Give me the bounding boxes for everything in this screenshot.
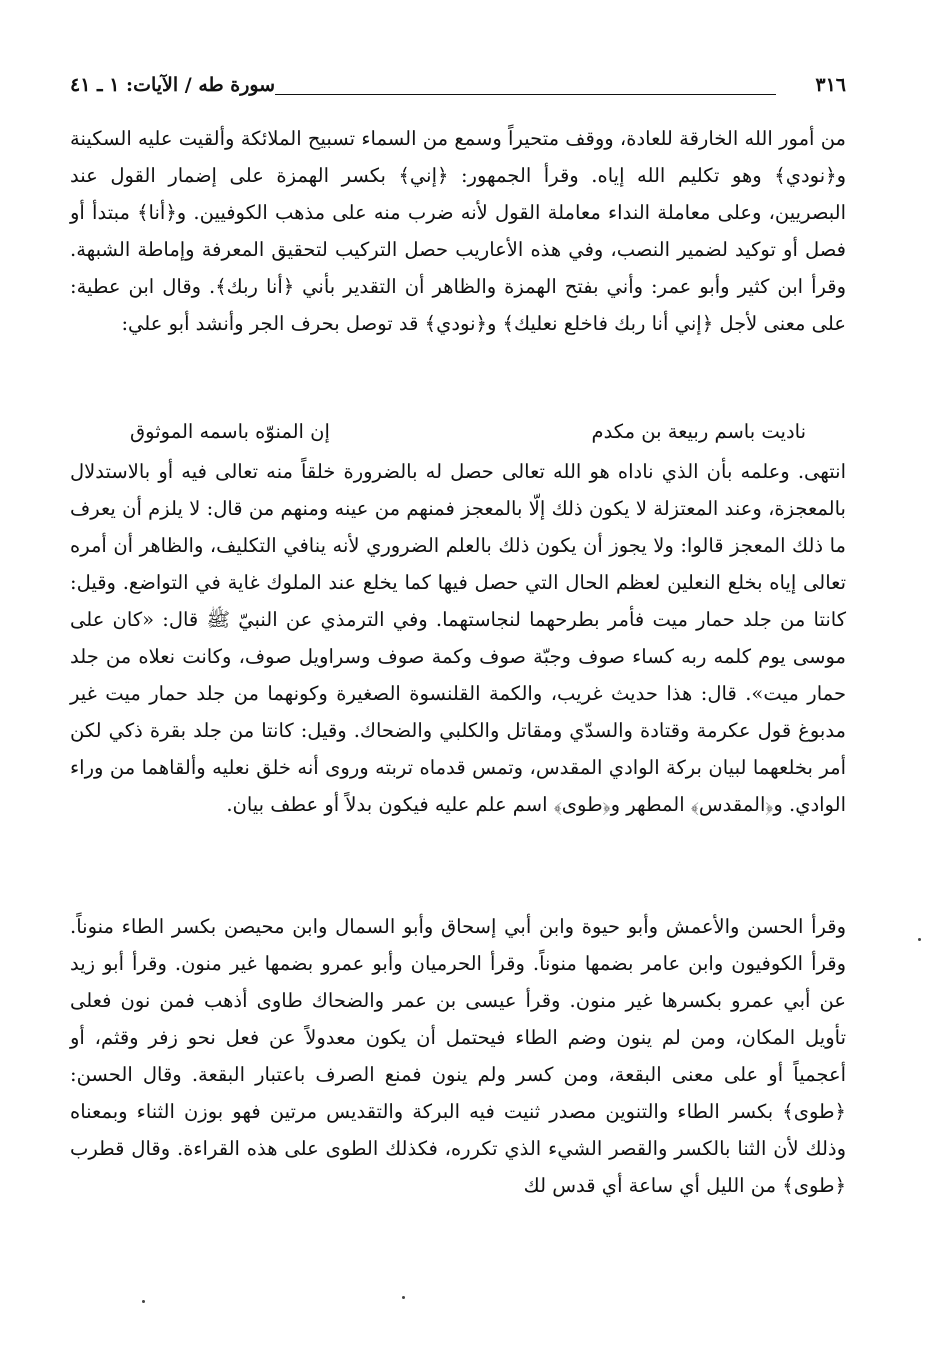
scan-speck [402, 1296, 405, 1299]
header-rule [275, 94, 776, 95]
paragraph-2-text: انتهى. وعلمه بأن الذي ناداه هو الله تعالى حصل له بالضرورة خلقاً منه تعالى فيه أو بالاستدلال بالمعجزة، وعند المعتزلة لا يكون ذلك إلّا بالمعجز فمنهم من عينه ومنهم من قال: لا يلزم أن يعرف ما ذلك المعجز قالوا: ولا يجوز أن يكون ذلك بالعلم الضروري لأنه ينافي التكليف، والظاهر أن أمره تعالى إياه بخلع النعلين لعظم الحال التي حصل فيها كما يخلع عند الملوك غاية في التواضع. وقيل: كانتا من جلد حمار ميت فأمر بطرحهما لنجاستهما. وفي الترمذي عن النبيّ ﷺ قال: «كان على موسى يوم كلمه ربه كساء صوف وجبّة صوف وكمة صوف وسراويل صوف، وكانت نعلاه من جلد حمار ميت». قال: هذا حديث غريب، والكمة القلنسوة الصغيرة وكونهما من جلد حمار ميت غير مدبوغ قول عكرمة وقتادة والسدّي ومقاتل والكلبي والضحاك. وقيل: كانتا من جلد بقرة ذكي لكن أمر بخلعهما لبيان بركة الوادي المقدس، وتمس قدماه تربته وروى أنه خلق نعليه وألقاهما من وراء الوادي. و﴿المقدس﴾ المطهر و﴿طوى﴾ اسم علم عليه فيكون بدلاً أو عطف بيان. [70, 460, 846, 816]
sura-title: سورة طه / الآيات: ١ ـ ٤١ [70, 74, 276, 96]
paragraph-1-text: من أمور الله الخارقة للعادة، ووقف متحيراً وسمع من السماء تسبيح الملائكة وألقيت عليه السكينة و﴿نودي﴾ وهو تكليم الله إياه. وقرأ الجمهور: ﴿إني﴾ بكسر الهمزة على إضمار القول عند البصريين، وعلى معاملة النداء معاملة القول لأنه ضرب منه على مذهب الكوفيين. و﴿أنا﴾ مبتدأ أو فصل أو توكيد لضمير النصب، وفي هذه الأعاريب حصل التركيب لتحقيق المعرفة وإماطة الشبهة. وقرأ ابن كثير وأبو عمر: وأني بفتح الهمزة والظاهر أن التقدير بأني ﴿أنا ربك﴾. وقال ابن عطية: على معنى لأجل ﴿إني أنا ربك فاخلع نعليك﴾ و﴿نودي﴾ قد توصل بحرف الجر وأنشد أبو علي: [70, 127, 846, 335]
verse-hemistich-1: ناديت باسم ربيعة بن مكدم [591, 420, 806, 443]
page-number: ٣١٦ [815, 74, 846, 96]
paragraph-2 [70, 453, 846, 823]
verse-hemistich-2: إن المنوّه باسمه الموثوق [130, 420, 330, 443]
paragraph-1 [70, 120, 846, 342]
paragraph-3 [70, 908, 846, 1204]
poetry-verse [70, 416, 846, 453]
paragraph-3-text: وقرأ الحسن والأعمش وأبو حيوة وابن أبي إسحاق وأبو السمال وابن محيصن بكسر الطاء منوناً. وقرأ الكوفيون وابن عامر بضمها منوناً. وقرأ الحرميان وأبو عمرو بضمها غير منون. وقرأ أبو زيد عن أبي عمرو بكسرها غير منون. وقرأ عيسى بن عمر والضحاك طاوى أذهب فمن نون فعلى تأويل المكان، ومن لم ينون وضم الطاء فيحتمل أن يكون معدولاً عن فعل نحو زفر وقثم، أو أعجمياً أو على معنى البقعة، ومن كسر ولم ينون فمنع الصرف باعتبار البقعة. وقال الحسن: ﴿طوى﴾ بكسر الطاء والتنوين مصدر ثنيت فيه البركة والتقديس مرتين فهو بوزن الثناء وبمعناه وذلك لأن الثنا بالكسر والقصر الشيء الذي تكرره، فكذلك الطوى على هذه القراءة. وقال قطرب ﴿طوى﴾ من الليل أي ساعة أي قدس لك [70, 915, 846, 1197]
scan-speck [918, 938, 921, 941]
page-header [70, 68, 846, 108]
scan-speck [142, 1300, 145, 1303]
